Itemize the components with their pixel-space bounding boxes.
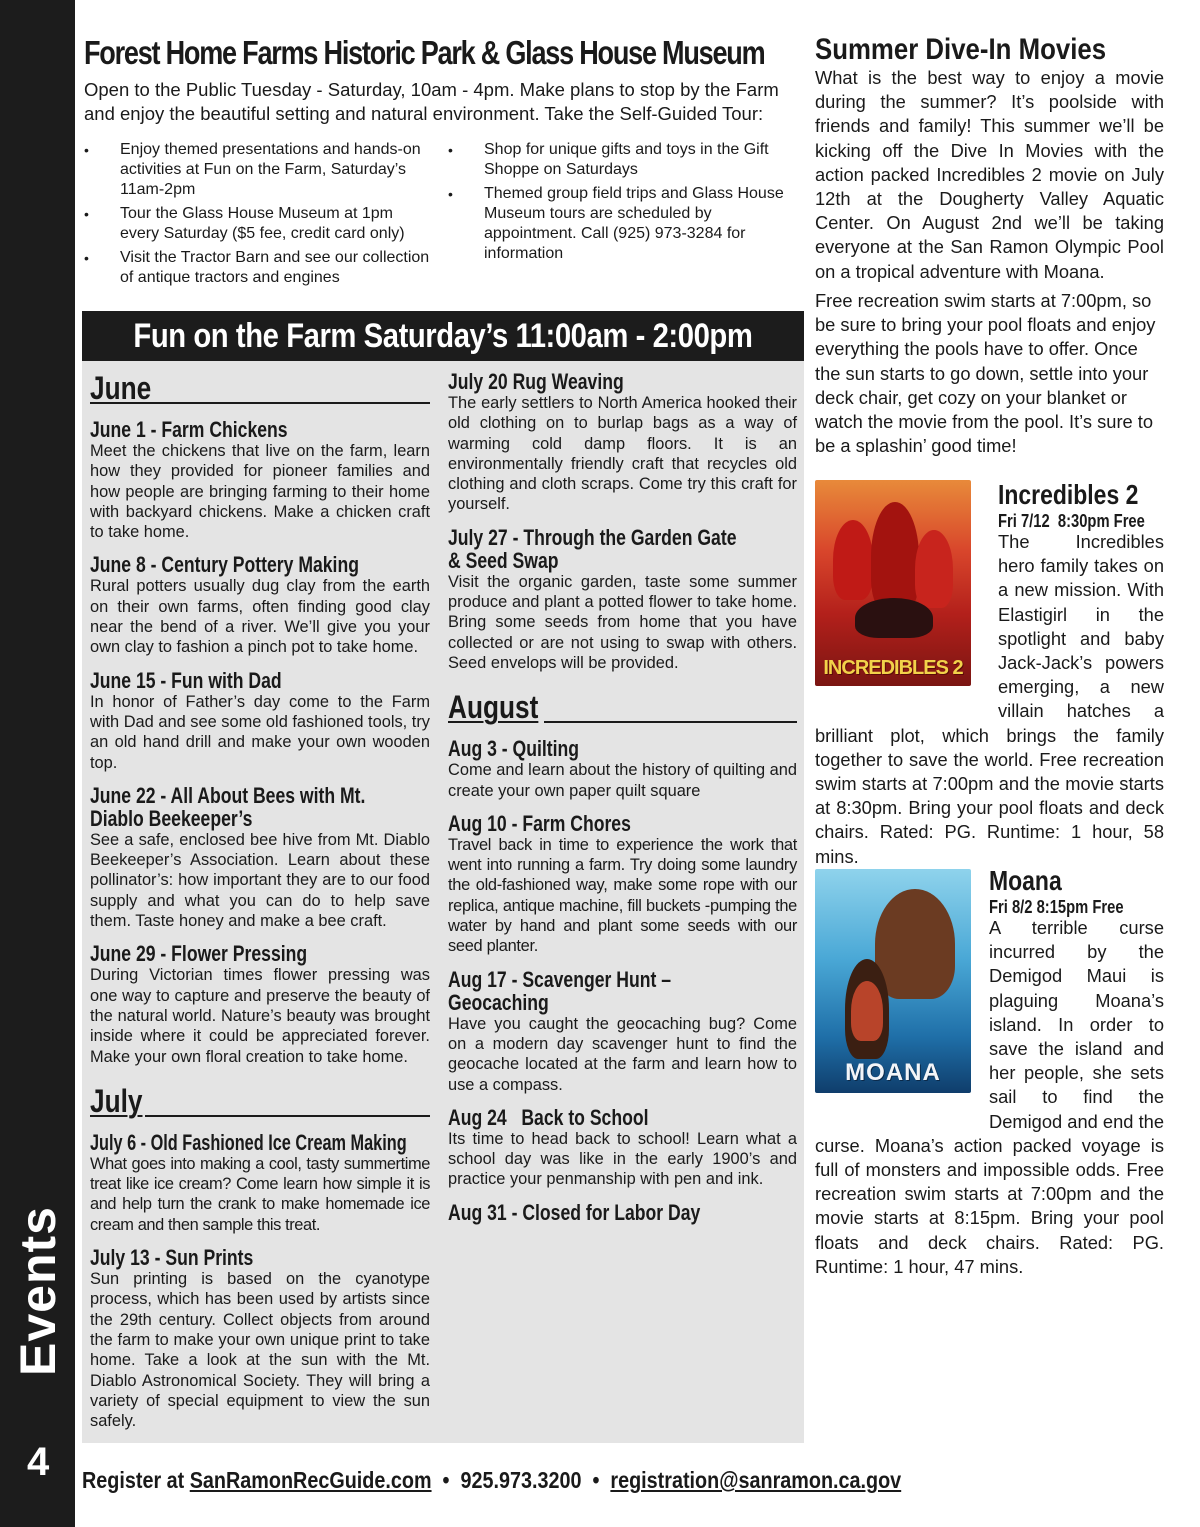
event-title: June 29 - Flower Pressing: [90, 941, 308, 967]
event-description: See a safe, enclosed bee hive from Mt. Diablo Beekeeper’s Association. Learn about these pollinator’s: how important they are to our food supply and what you can do to help save them. Taste honey and make a bee craft.: [90, 830, 430, 931]
footer-email-link[interactable]: registration@sanramon.ca.gov: [610, 1467, 902, 1493]
footer-phone[interactable]: 925.973.3200: [460, 1467, 582, 1493]
event-description: Travel back in time to experience the work that went into running a farm. Try doing some laundry the old-fashioned way, make some rope with our replica, antique machine, fill buckets -pumping the water by hand and plant some seeds with our seed planter.: [448, 835, 797, 956]
event-item: [90, 669, 430, 773]
event-item: [448, 1106, 797, 1190]
event-item: [90, 553, 430, 657]
event-title-line-2: Geocaching: [448, 989, 549, 1015]
event-item: [90, 784, 430, 931]
event-title: July 27 - Through the Garden Gate: [448, 524, 737, 550]
incredibles-poster-logo: INCREDIBLES 2: [823, 657, 963, 679]
event-description: The early settlers to North America hooked their old clothing on to burlap bags as a way of warming cold damp floors. It is an environmentally friendly craft that recycles old clothing and cloth scraps. Come try this craft for yourself.: [448, 394, 797, 514]
moana-description: A terrible curse incurred by the Demigod Maui is plaguing Moana’s island. In order to save the island and her people, she sets sail to find the Demigod and end the curse. Moana’s action packed voyage is full of monsters and impossible odds. Free recreation swim starts at 7:00pm and the movie starts at 8:15pm. Bring your pool floats and deck chairs. Rated: PG. Runtime: 1 hour, 47 mins.: [815, 917, 1164, 1277]
event-title: June 22 - All About Bees with Mt.: [90, 782, 366, 808]
event-title: July 20 Rug Weaving: [448, 369, 624, 394]
event-title: Aug 10 - Farm Chores: [448, 810, 631, 836]
fun-on-farm-banner-text: Fun on the Farm Saturday’s 11:00am - 2:00pm: [133, 317, 753, 355]
event-title: Aug 31 - Closed for Labor Day: [448, 1199, 701, 1225]
incredibles-title: Incredibles 2: [998, 479, 1139, 510]
event-item: [448, 370, 797, 515]
event-item: [448, 526, 797, 673]
schedule-column-2: [448, 370, 797, 1224]
event-description: Have you caught the geocaching bug? Come on a modern day scavenger hunt to find the geocache located at the farm and learn how to use a compass.: [448, 1014, 797, 1094]
event-description: What goes into making a cool, tasty summertime treat like ice cream? Come learn how simple it is and help turn the crank to make homemade ice cream and then sample this treat.: [90, 1154, 430, 1234]
section-label: Events: [10, 1206, 66, 1376]
event-title: July 13 - Sun Prints: [90, 1245, 254, 1271]
incredibles-description: The Incredibles hero family takes on a new mission. With Elastigirl in the spotlight and baby Jack-Jack’s powers emerging, a new villain hatches a brilliant plot, which brings the family together to save the world. Free recreation swim starts at 7:00pm and the movie starts at 8:30pm. Bring your pool floats and deck chairs. Rated: PG. Runtime: 1 hour, 58 mins.: [815, 531, 1164, 867]
event-description: Meet the chickens that live on the farm, learn how they provided for pioneer families and how people are bringing farming to their home with backyard chickens. Make a chicken craft to take home.: [90, 442, 430, 542]
event-title: June 8 - Century Pottery Making: [90, 552, 359, 578]
event-title-line-2: Diablo Beekeeper’s: [90, 805, 253, 831]
event-item: [90, 942, 430, 1066]
dive-in-title: Summer Dive-In Movies: [815, 33, 1107, 66]
forest-home-intro: Open to the Public Tuesday - Saturday, 10am - 4pm. Make plans to stop by the Farm and enjoy the beautiful setting and natural environment. Take the Self-Guided Tour:: [84, 79, 779, 124]
footer-contact: [82, 1465, 901, 1495]
event-item: [90, 418, 430, 542]
incredibles-date: Fri 7/12 8:30pm Free: [998, 511, 1145, 531]
event-item: [448, 968, 797, 1095]
moana-poster-logo: MOANA: [845, 1059, 941, 1086]
tour-bullets-left: [84, 140, 434, 292]
forest-home-title: Forest Home Farms Historic Park & Glass House Museum: [84, 34, 765, 71]
bullet-item: • Tour the Glass House Museum at 1pm every Saturday ($5 fee, credit card only): [84, 204, 434, 244]
footer-register-label: Register at: [82, 1467, 190, 1493]
moana-title: Moana: [989, 865, 1062, 896]
dive-in-paragraph-2: Free recreation swim starts at 7:00pm, so be sure to bring your pool floats and enjoy everything the pools have to offer. Once the sun starts to go down, settle into your deck chair, get cozy on your blanket or watch the movie from the pool. It’s sure to be a splashin’ good time!: [815, 290, 1156, 457]
event-title: Aug 3 - Quilting: [448, 736, 580, 762]
event-item: [448, 1201, 797, 1224]
schedule-column-1: [90, 370, 430, 1442]
event-description: Sun printing is based on the cyanotype process, which has been used by artists since the 29th century. Collect objects from around the farm to make your own unique print to take home. Take a look at the sun with the Mt. Diablo Astronomical Society. They will bring a variety of special equipment to view the sun safely.: [90, 1270, 430, 1431]
event-title: Aug 17 - Scavenger Hunt –: [448, 966, 671, 992]
event-description: In honor of Father’s day come to the Farm with Dad and see some old fashioned tools, try an old hand drill and make your own wooden top.: [90, 692, 430, 772]
event-item: [448, 812, 797, 957]
event-title: June 1 - Farm Chickens: [90, 417, 288, 442]
footer-separator: •: [581, 1467, 611, 1493]
event-item: [90, 1131, 430, 1235]
month-heading-july: July: [90, 1083, 430, 1123]
event-description: Come and learn about the history of quilting and create your own paper quilt square: [448, 761, 797, 800]
month-heading-august: August: [448, 689, 797, 729]
footer-separator: •: [431, 1467, 461, 1493]
incredibles-header: [998, 480, 1164, 532]
bullet-item: • Enjoy themed presentations and hands-on activities at Fun on the Farm, Saturday’s 11am-2pm: [84, 140, 434, 200]
event-title: June 15 - Fun with Dad: [90, 667, 282, 693]
bullet-item: • Shop for unique gifts and toys in the Gift Shoppe on Saturdays: [448, 140, 798, 180]
event-title-line-2: & Seed Swap: [448, 547, 559, 573]
moana-header: [989, 866, 1164, 918]
moana-date: Fri 8/2 8:15pm Free: [989, 897, 1124, 917]
bullet-item: • Visit the Tractor Barn and see our collection of antique tractors and engines: [84, 248, 434, 288]
event-description: During Victorian times flower pressing was one way to capture and preserve the beauty of the natural world. Nature’s beauty was brought inside where it could be appreciated forever. Make your own floral creation to take home.: [90, 966, 430, 1066]
event-title: Aug 24 Back to School: [448, 1104, 649, 1130]
event-description: Visit the organic garden, taste some summer produce and plant a potted flower to take home. Bring some seeds from home that you have collected or are not using to swap with others. Seed envelops will be provided.: [448, 572, 797, 672]
event-item: [90, 1246, 430, 1431]
event-description: Rural potters usually dug clay from the earth on their own farms, often finding good clay near the bend of a river. We’ll give you your own clay to fashion a pinch pot to take home.: [90, 577, 430, 657]
bullet-item: • Themed group field trips and Glass House Museum tours are scheduled by appointment. Call (925) 973-3284 for information: [448, 184, 798, 264]
tour-bullets-right: [448, 140, 798, 268]
event-title: July 6 - Old Fashioned Ice Cream Making: [90, 1129, 407, 1155]
month-heading-june: June: [90, 370, 430, 410]
footer-website-link[interactable]: SanRamonRecGuide.com: [189, 1467, 432, 1493]
fun-on-farm-banner: [82, 311, 804, 361]
page-number: 4: [27, 1440, 50, 1484]
dive-in-paragraph-1: What is the best way to enjoy a movie during the summer? It’s poolside with friends and family! This summer we’ll be kicking off the Dive In Movies with the action packed Incredibles 2 movie on July 12th at the Dougherty Valley Aquatic Center. On August 2nd we’ll be taking everyone at the San Ramon Olympic Pool on a tropical adventure with Moana.: [815, 67, 1164, 282]
event-description: Its time to head back to school! Learn what a school day was like in the early 1900’s and practice your penmanship with pen and ink.: [448, 1129, 797, 1189]
event-item: [448, 737, 797, 801]
